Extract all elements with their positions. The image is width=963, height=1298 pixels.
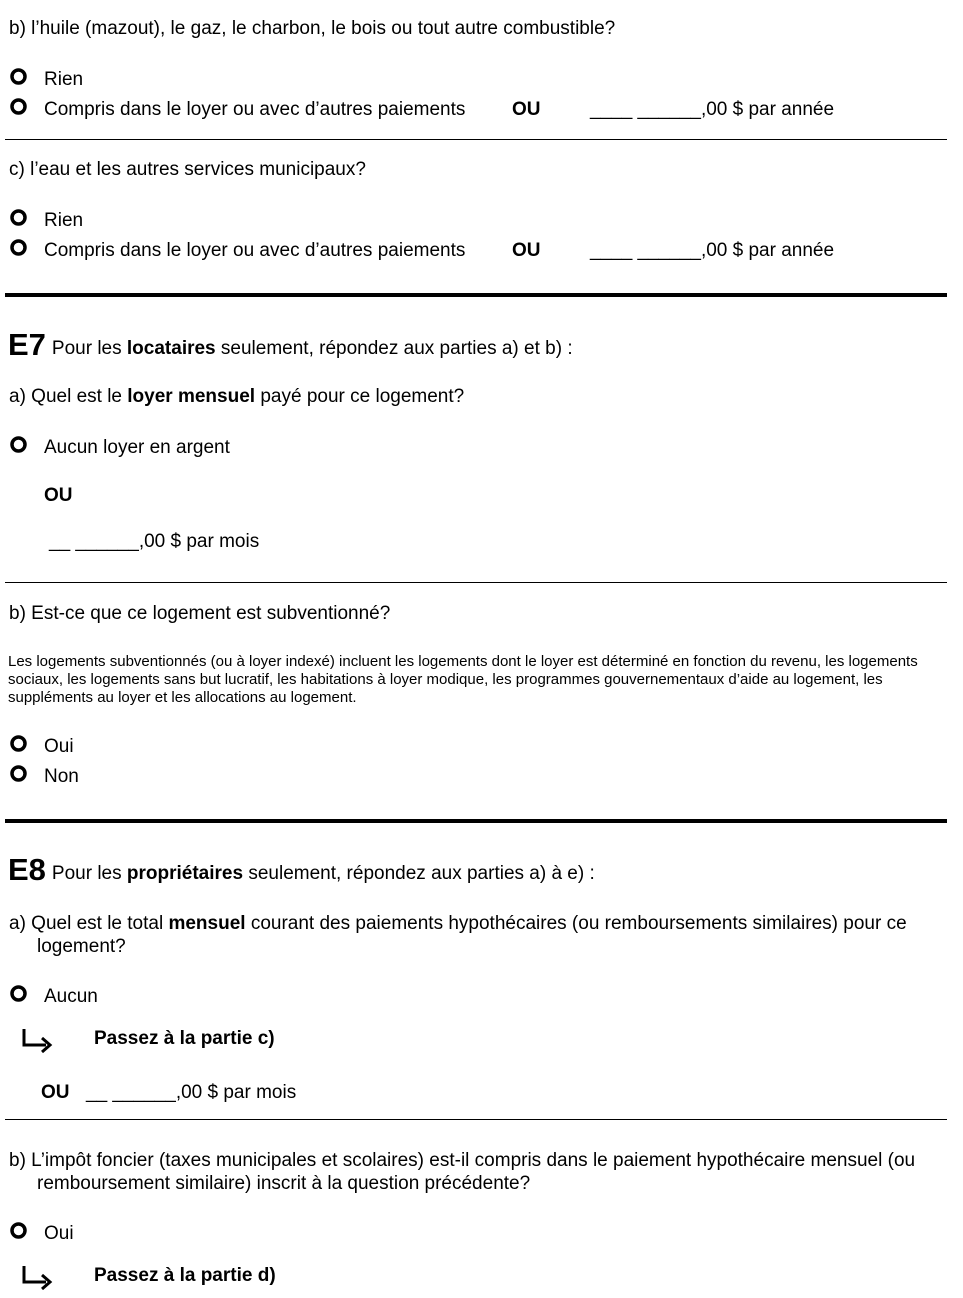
radio-circle-icon [10, 98, 27, 115]
e7-heading [8, 328, 573, 366]
section-divider [5, 819, 947, 823]
e7-a-prefix: a) Quel est le [9, 386, 128, 407]
e7-b-note: Les logements subventionnés (ou à loyer indexé) incluent les logements dont le loyer est déterminé en fonction du revenu, les logements sociaux, les logements sans but lucratif, les habitations à loyer modique, les programmes gouvernementaux d’aide au logement, les suppléments au loyer et les allocations au logement. [8, 653, 918, 706]
option-included-water: Compris dans le loyer ou avec d’autres paiements [44, 240, 466, 261]
e7-question-a [9, 386, 464, 408]
arrow-down-right-icon [20, 1027, 54, 1059]
e8-code: E8 [8, 852, 46, 887]
divider [5, 582, 947, 583]
radio-included-fuel[interactable] [10, 98, 27, 115]
question-c-water: c) l’eau et les autres services municipaux? [9, 159, 366, 180]
question-b-fuel: b) l’huile (mazout), le gaz, le charbon, le bois ou tout autre combustible? [9, 18, 616, 39]
radio-circle-icon [10, 68, 27, 85]
radio-circle-icon [10, 1222, 27, 1239]
e7-intro-prefix: Pour les [51, 338, 127, 359]
arrow-down-right-icon [20, 1264, 54, 1296]
option-rien-water: Rien [44, 210, 84, 231]
amount-field-rent[interactable]: __ ______,00 $ par mois [49, 531, 260, 552]
e8-question-a [9, 912, 963, 958]
divider [5, 139, 947, 140]
e8-intro-suffix: seulement, répondez aux parties a) à e) : [243, 863, 595, 884]
e8-heading [8, 853, 595, 891]
divider [5, 1119, 947, 1120]
e7-code: E7 [8, 327, 46, 362]
radio-included-water[interactable] [10, 239, 27, 256]
e8-intro-bold: propriétaires [126, 863, 244, 884]
e8-intro-prefix: Pour les [51, 863, 127, 884]
radio-circle-icon [10, 765, 27, 782]
or-label-mortgage: OU [41, 1082, 70, 1103]
skip-instruction-c: Passez à la partie c) [94, 1028, 275, 1049]
radio-rien-water[interactable] [10, 209, 27, 226]
or-label-rent: OU [44, 485, 73, 506]
e7-a-bold: loyer mensuel [127, 386, 256, 407]
e7-intro-bold: locataires [126, 338, 216, 359]
radio-subsidized-no[interactable] [10, 765, 27, 782]
amount-field-fuel[interactable]: ____ ______,00 $ par année [590, 99, 835, 120]
e8-a-bold: mensuel [168, 913, 246, 934]
e8-a-suffix: courant des paiements hypothécaires (ou remboursements similaires) pour ce logement? [37, 913, 907, 957]
radio-no-rent[interactable] [10, 436, 27, 453]
amount-field-water[interactable]: ____ ______,00 $ par année [590, 240, 835, 261]
e7-question-b: b) Est-ce que ce logement est subventionné? [9, 603, 391, 624]
radio-no-mortgage[interactable] [10, 985, 27, 1002]
or-label-water: OU [512, 240, 541, 261]
option-subsidized-yes: Oui [44, 736, 74, 757]
option-tax-included-yes: Oui [44, 1223, 74, 1244]
skip-instruction-d: Passez à la partie d) [94, 1265, 276, 1286]
option-no-rent: Aucun loyer en argent [44, 437, 230, 458]
option-rien-fuel: Rien [44, 69, 84, 90]
option-subsidized-no: Non [44, 766, 79, 787]
radio-circle-icon [10, 239, 27, 256]
radio-rien-fuel[interactable] [10, 68, 27, 85]
radio-subsidized-yes[interactable] [10, 735, 27, 752]
e7-intro-suffix: seulement, répondez aux parties a) et b) : [215, 338, 573, 359]
section-divider [5, 293, 947, 297]
radio-circle-icon [10, 209, 27, 226]
or-label-fuel: OU [512, 99, 541, 120]
radio-circle-icon [10, 985, 27, 1002]
e8-question-b: b) L’impôt foncier (taxes municipales et scolaires) est-il compris dans le paiement hypothécaire mensuel (ou remboursement similaire) inscrit à la question précédente? [9, 1150, 916, 1194]
radio-circle-icon [10, 436, 27, 453]
e8-a-prefix: a) Quel est le total [9, 913, 169, 934]
option-no-mortgage: Aucun [44, 986, 98, 1007]
amount-field-mortgage[interactable]: __ ______,00 $ par mois [86, 1082, 297, 1103]
radio-circle-icon [10, 735, 27, 752]
radio-tax-included-yes[interactable] [10, 1222, 27, 1239]
option-included-fuel: Compris dans le loyer ou avec d’autres paiements [44, 99, 466, 120]
e7-a-suffix: payé pour ce logement? [255, 386, 465, 407]
